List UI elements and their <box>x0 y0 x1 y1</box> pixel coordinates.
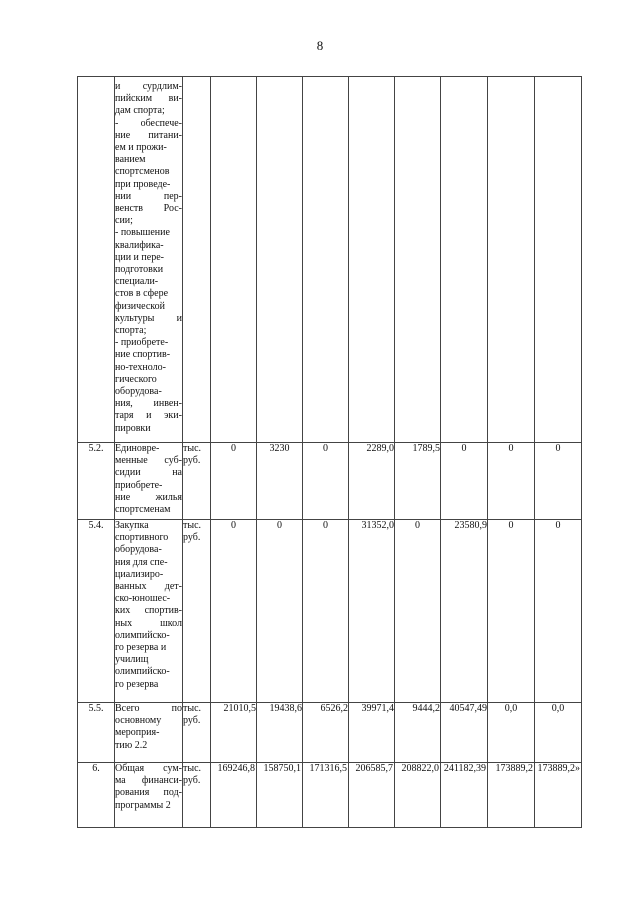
text-fragment: венств <box>115 203 143 215</box>
text-line <box>115 179 182 191</box>
cell-value: 19438,6 <box>257 703 303 763</box>
text-fragment: стов в сфере <box>115 288 169 300</box>
cell-description <box>115 763 183 828</box>
text-line <box>115 480 182 492</box>
text-line <box>115 740 182 752</box>
text-fragment: и <box>176 312 182 324</box>
text-fragment: ма <box>115 775 126 787</box>
cell-value: 171316,5 <box>303 763 349 828</box>
text-line <box>115 203 182 215</box>
cell-value: 173889,2» <box>535 763 582 828</box>
cell-value <box>441 77 488 443</box>
cell-value: 31352,0 <box>349 520 395 703</box>
cell-value: 0 <box>303 443 349 520</box>
text-line <box>115 154 182 166</box>
table-row <box>78 520 582 703</box>
cell-value: 40547,49 <box>441 703 488 763</box>
text-fragment: олимпийско- <box>115 666 170 678</box>
text-fragment: спортсменов <box>115 166 170 178</box>
text-fragment: сум- <box>163 763 182 774</box>
text-line <box>115 227 182 239</box>
cell-unit <box>183 77 211 443</box>
text-fragment: ние спортив- <box>115 349 171 361</box>
text-fragment: физической <box>115 300 165 312</box>
text-fragment: - <box>115 117 119 129</box>
cell-number: 6. <box>78 763 115 828</box>
cell-value: 208822,0 <box>395 763 441 828</box>
text-line <box>115 504 182 516</box>
text-fragment: училищ <box>115 654 149 666</box>
cell-value: 0 <box>488 443 535 520</box>
text-fragment: Общая <box>115 763 145 774</box>
cell-value: 21010,5 <box>211 703 257 763</box>
unit-text: тыс. <box>183 763 202 774</box>
cell-unit <box>183 703 211 763</box>
text-line <box>115 191 182 203</box>
text-fragment: программы 2 <box>115 799 171 811</box>
text-fragment: ние <box>115 491 131 503</box>
text-fragment: - повышение <box>115 227 170 239</box>
unit-text: руб. <box>183 715 201 727</box>
cell-value: 0 <box>211 443 257 520</box>
text-fragment: школ <box>160 617 182 629</box>
text-line <box>115 557 182 569</box>
text-line <box>115 93 182 105</box>
text-line <box>115 240 182 252</box>
text-fragment: спортив- <box>144 605 182 617</box>
budget-table <box>77 76 582 828</box>
cell-number: 5.2. <box>78 443 115 520</box>
text-fragment: оборудова- <box>115 544 162 556</box>
text-line <box>115 81 182 93</box>
page-number: 8 <box>316 38 324 53</box>
text-fragment: под- <box>163 787 182 799</box>
text-fragment: ции и пере- <box>115 251 164 263</box>
table-row <box>78 443 582 520</box>
cell-description <box>115 77 183 443</box>
text-line <box>115 410 182 422</box>
text-fragment: олимпийско- <box>115 629 170 641</box>
cell-value <box>349 77 395 443</box>
cell-value: 206585,7 <box>349 763 395 828</box>
text-fragment: и <box>115 81 121 92</box>
text-line <box>115 715 182 727</box>
text-fragment: суб- <box>164 455 182 467</box>
text-line <box>115 362 182 374</box>
cell-description <box>115 443 183 520</box>
text-fragment: основному <box>115 715 162 727</box>
text-fragment: специали- <box>115 276 159 288</box>
text-fragment: мероприя- <box>115 727 160 739</box>
cell-value: 0 <box>441 443 488 520</box>
text-line <box>115 455 182 467</box>
table-row <box>78 703 582 763</box>
cell-number <box>78 77 115 443</box>
cell-value: 6526,2 <box>303 703 349 763</box>
text-line <box>115 569 182 581</box>
cell-value: 1789,5 <box>395 443 441 520</box>
text-fragment: оборудова- <box>115 386 162 398</box>
text-fragment: ных <box>115 617 133 629</box>
cell-value <box>303 77 349 443</box>
cell-value: 0 <box>395 520 441 703</box>
text-fragment: менные <box>115 455 148 467</box>
text-fragment: Закупка <box>115 520 149 531</box>
cell-value <box>488 77 535 443</box>
cell-description <box>115 520 183 703</box>
cell-number: 5.5. <box>78 703 115 763</box>
text-fragment: го резерва и <box>115 642 167 654</box>
text-fragment: таря <box>115 410 134 422</box>
text-line <box>115 581 182 593</box>
text-line <box>115 666 182 678</box>
text-line <box>115 252 182 264</box>
text-line <box>115 605 182 617</box>
text-line <box>115 386 182 398</box>
text-line <box>115 118 182 130</box>
cell-description <box>115 703 183 763</box>
text-line <box>115 130 182 142</box>
text-fragment: спортивного <box>115 532 169 544</box>
cell-value: 39971,4 <box>349 703 395 763</box>
cell-unit <box>183 443 211 520</box>
text-fragment: рования <box>115 787 150 799</box>
text-fragment: пийским <box>115 93 153 105</box>
text-line <box>115 276 182 288</box>
text-fragment: циализиро- <box>115 568 164 580</box>
cell-value: 9444,2 <box>395 703 441 763</box>
text-line <box>115 313 182 325</box>
text-fragment: го резерва <box>115 678 159 690</box>
text-fragment: Единовре- <box>115 443 160 454</box>
unit-text: тыс. <box>183 703 202 714</box>
text-line <box>115 374 182 386</box>
text-line <box>115 443 182 455</box>
cell-value: 2289,0 <box>349 443 395 520</box>
cell-value: 158750,1 <box>257 763 303 828</box>
text-fragment: пировки <box>115 422 151 434</box>
text-fragment: при проведе- <box>115 178 171 190</box>
text-line <box>115 337 182 349</box>
text-line <box>115 618 182 630</box>
text-fragment: приобрете- <box>115 479 163 491</box>
text-fragment: ванием <box>115 154 146 166</box>
cell-unit <box>183 520 211 703</box>
text-line <box>115 105 182 117</box>
table-row-continuation <box>78 77 582 443</box>
text-fragment: эки- <box>164 410 182 422</box>
text-line <box>115 166 182 178</box>
text-line <box>115 544 182 556</box>
text-line <box>115 763 182 775</box>
text-line <box>115 264 182 276</box>
text-fragment: ванных <box>115 581 147 593</box>
text-fragment: ем и прожи- <box>115 142 167 154</box>
text-fragment: спорта; <box>115 325 147 337</box>
cell-value: 173889,2 <box>488 763 535 828</box>
table-row <box>78 763 582 828</box>
text-line <box>115 492 182 504</box>
text-fragment: сидии <box>115 467 141 479</box>
cell-value: 0,0 <box>535 703 582 763</box>
text-fragment: ких <box>115 605 131 617</box>
cell-unit <box>183 763 211 828</box>
text-fragment: и <box>146 410 152 422</box>
cell-value: 241182,39 <box>441 763 488 828</box>
cell-value <box>257 77 303 443</box>
text-line <box>115 800 182 812</box>
text-fragment: но-техноло- <box>115 361 166 373</box>
text-line <box>115 787 182 799</box>
text-fragment: ние <box>115 129 131 141</box>
text-line <box>115 703 182 715</box>
table-body <box>78 77 582 828</box>
text-line <box>115 215 182 227</box>
cell-number: 5.4. <box>78 520 115 703</box>
text-fragment: квалифика- <box>115 239 164 251</box>
text-fragment: питани- <box>148 129 182 141</box>
text-fragment: нии <box>115 190 132 202</box>
text-line <box>115 593 182 605</box>
text-fragment: дет- <box>164 581 182 593</box>
text-line <box>115 288 182 300</box>
cell-value: 169246,8 <box>211 763 257 828</box>
text-line <box>115 349 182 361</box>
cell-value: 0 <box>257 520 303 703</box>
text-fragment: спортсменам <box>115 504 171 516</box>
text-line <box>115 775 182 787</box>
cell-value: 0 <box>211 520 257 703</box>
unit-text: руб. <box>183 775 201 787</box>
text-fragment: сии; <box>115 215 133 227</box>
cell-value: 0 <box>488 520 535 703</box>
text-line <box>115 654 182 666</box>
text-fragment: ния, <box>115 398 133 410</box>
text-fragment: сурдлим- <box>142 81 182 92</box>
text-fragment: ния для спе- <box>115 556 168 568</box>
text-fragment: обеспече- <box>140 117 182 129</box>
text-line <box>115 325 182 337</box>
cell-value: 3230 <box>257 443 303 520</box>
cell-value: 0,0 <box>488 703 535 763</box>
text-fragment: культуры <box>115 312 155 324</box>
cell-value <box>395 77 441 443</box>
cell-value <box>535 77 582 443</box>
text-fragment: тию 2.2 <box>115 739 148 751</box>
text-line <box>115 423 182 435</box>
text-line <box>115 142 182 154</box>
text-fragment: подготовки <box>115 264 164 276</box>
text-line <box>115 727 182 739</box>
cell-value: 0 <box>535 520 582 703</box>
text-fragment: Рос- <box>163 203 182 215</box>
text-fragment: гического <box>115 373 157 385</box>
text-line <box>115 532 182 544</box>
cell-value: 23580,9 <box>441 520 488 703</box>
text-fragment: ви- <box>168 93 182 105</box>
text-line <box>115 467 182 479</box>
text-fragment: Всего <box>115 703 140 714</box>
text-line <box>115 630 182 642</box>
unit-text: тыс. <box>183 520 202 531</box>
cell-value: 0 <box>535 443 582 520</box>
text-fragment: инвен- <box>153 398 182 410</box>
unit-text: руб. <box>183 455 201 467</box>
unit-text: тыс. <box>183 443 202 454</box>
cell-value: 0 <box>303 520 349 703</box>
cell-value <box>211 77 257 443</box>
text-fragment: на <box>172 467 182 479</box>
text-line <box>115 520 182 532</box>
text-fragment: по <box>171 703 182 714</box>
text-line <box>115 301 182 313</box>
text-line <box>115 642 182 654</box>
text-fragment: ско-юношес- <box>115 593 171 605</box>
text-fragment: - приобрете- <box>115 337 169 349</box>
text-fragment: жилья <box>155 491 182 503</box>
text-fragment: дам спорта; <box>115 105 165 117</box>
text-line <box>115 398 182 410</box>
text-fragment: финанси- <box>141 775 182 787</box>
unit-text: руб. <box>183 532 201 544</box>
text-line <box>115 679 182 691</box>
text-fragment: пер- <box>163 190 182 202</box>
